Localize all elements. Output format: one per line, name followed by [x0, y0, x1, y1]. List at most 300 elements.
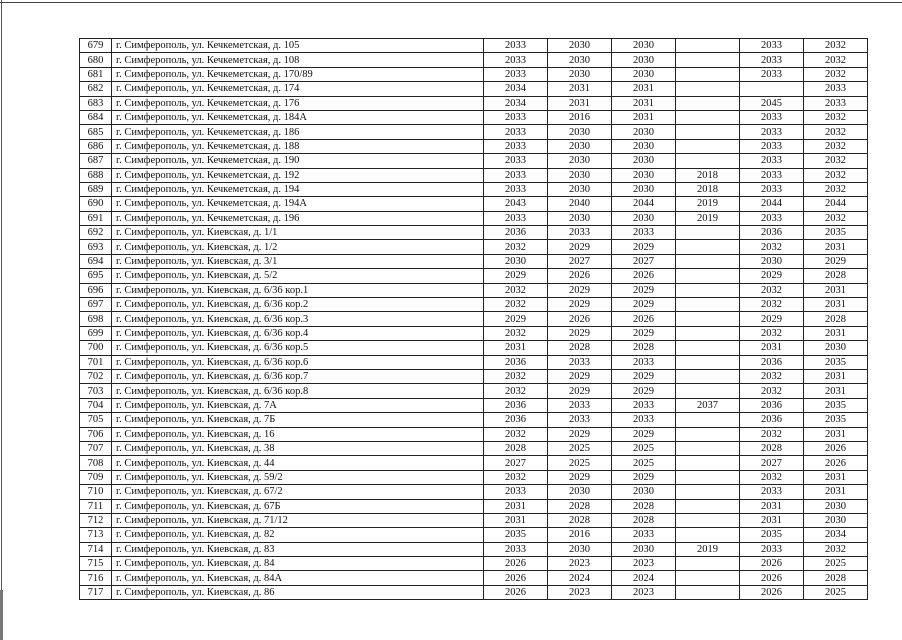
year-cell-2: 2031: [548, 82, 612, 96]
year-cell-2: 2031: [548, 96, 612, 110]
year-cell-5: 2032: [740, 369, 804, 383]
table-row: [80, 110, 868, 124]
year-cell-6: 2031: [804, 427, 868, 441]
year-cell-2: 2025: [548, 441, 612, 455]
year-cell-1: 2033: [484, 125, 548, 139]
year-cell-6: 2032: [804, 53, 868, 67]
year-cell-3: 2029: [612, 384, 676, 398]
year-cell-1: 2032: [484, 427, 548, 441]
address-cell: г. Симферополь, ул. Киевская, д. 6/36 кор.8: [112, 384, 484, 398]
year-cell-5: 2031: [740, 513, 804, 527]
row-number: 715: [80, 557, 112, 571]
address-cell: г. Симферополь, ул. Киевская, д. 82: [112, 528, 484, 542]
year-cell-6: 2030: [804, 499, 868, 513]
address-cell: г. Симферополь, ул. Киевская, д. 1/2: [112, 240, 484, 254]
year-cell-4: 2037: [676, 398, 740, 412]
year-cell-4: [676, 298, 740, 312]
year-cell-4: [676, 240, 740, 254]
year-cell-2: 2028: [548, 341, 612, 355]
year-cell-5: [740, 82, 804, 96]
row-number: 686: [80, 139, 112, 153]
year-cell-5: 2033: [740, 53, 804, 67]
address-cell: г. Симферополь, ул. Киевская, д. 1/1: [112, 226, 484, 240]
year-cell-6: 2035: [804, 398, 868, 412]
year-cell-3: 2030: [612, 53, 676, 67]
year-cell-2: 2030: [548, 182, 612, 196]
year-cell-5: 2033: [740, 139, 804, 153]
address-cell: г. Симферополь, ул. Киевская, д. 16: [112, 427, 484, 441]
year-cell-3: 2044: [612, 197, 676, 211]
year-cell-4: [676, 413, 740, 427]
address-cell: г. Симферополь, ул. Кечкеметская, д. 188: [112, 139, 484, 153]
year-cell-3: 2033: [612, 398, 676, 412]
year-cell-4: [676, 355, 740, 369]
address-cell: г. Симферополь, ул. Кечкеметская, д. 194: [112, 182, 484, 196]
year-cell-2: 2029: [548, 384, 612, 398]
year-cell-6: 2044: [804, 197, 868, 211]
year-cell-3: 2031: [612, 82, 676, 96]
table-body: [80, 39, 868, 600]
year-cell-1: 2032: [484, 384, 548, 398]
year-cell-1: 2032: [484, 298, 548, 312]
table-row: [80, 341, 868, 355]
row-number: 692: [80, 226, 112, 240]
table-row: [80, 211, 868, 225]
year-cell-5: 2032: [740, 240, 804, 254]
year-cell-6: 2032: [804, 168, 868, 182]
year-cell-5: 2036: [740, 355, 804, 369]
table-row: [80, 53, 868, 67]
year-cell-3: 2028: [612, 499, 676, 513]
year-cell-4: [676, 499, 740, 513]
year-cell-1: 2033: [484, 485, 548, 499]
row-number: 710: [80, 485, 112, 499]
year-cell-5: 2026: [740, 557, 804, 571]
year-cell-1: 2026: [484, 585, 548, 599]
year-cell-2: 2033: [548, 226, 612, 240]
row-number: 687: [80, 154, 112, 168]
year-cell-5: 2045: [740, 96, 804, 110]
address-cell: г. Симферополь, ул. Кечкеметская, д. 108: [112, 53, 484, 67]
row-number: 694: [80, 254, 112, 268]
year-cell-6: 2025: [804, 585, 868, 599]
year-cell-5: 2036: [740, 413, 804, 427]
year-cell-6: 2032: [804, 154, 868, 168]
year-cell-4: [676, 369, 740, 383]
year-cell-2: 2030: [548, 168, 612, 182]
year-cell-5: 2036: [740, 226, 804, 240]
year-cell-3: 2030: [612, 39, 676, 53]
year-cell-5: 2030: [740, 254, 804, 268]
table-row: [80, 312, 868, 326]
year-cell-2: 2028: [548, 499, 612, 513]
year-cell-4: [676, 470, 740, 484]
year-cell-6: 2032: [804, 67, 868, 81]
year-cell-5: 2033: [740, 182, 804, 196]
year-cell-3: 2029: [612, 369, 676, 383]
year-cell-6: 2028: [804, 571, 868, 585]
year-cell-3: 2030: [612, 67, 676, 81]
table-row: [80, 499, 868, 513]
year-cell-5: 2033: [740, 168, 804, 182]
address-cell: г. Симферополь, ул. Киевская, д. 6/36 кор.3: [112, 312, 484, 326]
row-number: 682: [80, 82, 112, 96]
year-cell-6: 2032: [804, 542, 868, 556]
address-cell: г. Симферополь, ул. Киевская, д. 6/36 кор.6: [112, 355, 484, 369]
row-number: 688: [80, 168, 112, 182]
year-cell-5: 2035: [740, 528, 804, 542]
year-cell-3: 2026: [612, 312, 676, 326]
year-cell-1: 2032: [484, 240, 548, 254]
row-number: 684: [80, 110, 112, 124]
year-cell-2: 2028: [548, 513, 612, 527]
table-row: [80, 456, 868, 470]
year-cell-3: 2023: [612, 557, 676, 571]
row-number: 685: [80, 125, 112, 139]
year-cell-1: 2033: [484, 182, 548, 196]
year-cell-1: 2043: [484, 197, 548, 211]
year-cell-2: 2030: [548, 125, 612, 139]
year-cell-3: 2030: [612, 182, 676, 196]
table-row: [80, 384, 868, 398]
year-cell-4: [676, 485, 740, 499]
year-cell-1: 2031: [484, 513, 548, 527]
row-number: 697: [80, 298, 112, 312]
year-cell-5: 2032: [740, 326, 804, 340]
year-cell-5: 2033: [740, 154, 804, 168]
table-row: [80, 369, 868, 383]
year-cell-4: 2018: [676, 168, 740, 182]
year-cell-1: 2028: [484, 441, 548, 455]
year-cell-2: 2023: [548, 585, 612, 599]
year-cell-2: 2029: [548, 298, 612, 312]
year-cell-5: 2033: [740, 125, 804, 139]
row-number: 689: [80, 182, 112, 196]
year-cell-5: 2033: [740, 485, 804, 499]
year-cell-1: 2033: [484, 211, 548, 225]
year-cell-5: 2028: [740, 441, 804, 455]
row-number: 712: [80, 513, 112, 527]
year-cell-4: [676, 226, 740, 240]
year-cell-2: 2029: [548, 326, 612, 340]
row-number: 701: [80, 355, 112, 369]
row-number: 693: [80, 240, 112, 254]
year-cell-1: 2031: [484, 341, 548, 355]
year-cell-4: [676, 125, 740, 139]
year-cell-4: [676, 254, 740, 268]
year-cell-2: 2030: [548, 67, 612, 81]
year-cell-1: 2026: [484, 557, 548, 571]
table-row: [80, 355, 868, 369]
year-cell-6: 2035: [804, 355, 868, 369]
year-cell-4: [676, 67, 740, 81]
year-cell-3: 2030: [612, 485, 676, 499]
table-row: [80, 82, 868, 96]
year-cell-6: 2031: [804, 369, 868, 383]
year-cell-6: 2028: [804, 312, 868, 326]
year-cell-4: [676, 571, 740, 585]
year-cell-4: 2019: [676, 197, 740, 211]
year-cell-4: [676, 82, 740, 96]
address-cell: г. Симферополь, ул. Киевская, д. 6/36 кор.4: [112, 326, 484, 340]
year-cell-1: 2036: [484, 398, 548, 412]
address-cell: г. Симферополь, ул. Киевская, д. 44: [112, 456, 484, 470]
address-cell: г. Симферополь, ул. Киевская, д. 71/12: [112, 513, 484, 527]
year-cell-3: 2030: [612, 154, 676, 168]
year-cell-2: 2040: [548, 197, 612, 211]
table-row: [80, 557, 868, 571]
table-row: [80, 154, 868, 168]
year-cell-4: 2019: [676, 542, 740, 556]
table-row: [80, 398, 868, 412]
year-cell-1: 2033: [484, 154, 548, 168]
year-cell-6: 2030: [804, 341, 868, 355]
row-number: 717: [80, 585, 112, 599]
year-cell-4: [676, 312, 740, 326]
year-cell-3: 2029: [612, 240, 676, 254]
address-cell: г. Симферополь, ул. Киевская, д. 5/2: [112, 269, 484, 283]
year-cell-6: 2034: [804, 528, 868, 542]
address-cell: г. Симферополь, ул. Киевская, д. 84А: [112, 571, 484, 585]
year-cell-3: 2029: [612, 326, 676, 340]
year-cell-6: 2025: [804, 557, 868, 571]
year-cell-2: 2030: [548, 485, 612, 499]
year-cell-5: 2032: [740, 283, 804, 297]
year-cell-4: [676, 283, 740, 297]
year-cell-2: 2033: [548, 398, 612, 412]
year-cell-4: [676, 585, 740, 599]
year-cell-2: 2033: [548, 413, 612, 427]
year-cell-6: 2028: [804, 269, 868, 283]
year-cell-5: 2032: [740, 427, 804, 441]
scan-edge-shadow: [0, 590, 3, 640]
year-cell-6: 2031: [804, 298, 868, 312]
address-cell: г. Симферополь, ул. Киевская, д. 3/1: [112, 254, 484, 268]
year-cell-1: 2029: [484, 312, 548, 326]
year-cell-3: 2033: [612, 355, 676, 369]
year-cell-3: 2028: [612, 513, 676, 527]
year-cell-2: 2030: [548, 154, 612, 168]
address-cell: г. Симферополь, ул. Кечкеметская, д. 186: [112, 125, 484, 139]
year-cell-2: 2030: [548, 542, 612, 556]
table-row: [80, 485, 868, 499]
year-cell-1: 2036: [484, 413, 548, 427]
year-cell-6: 2035: [804, 413, 868, 427]
year-cell-3: 2033: [612, 528, 676, 542]
row-number: 680: [80, 53, 112, 67]
year-cell-3: 2029: [612, 283, 676, 297]
address-cell: г. Симферополь, ул. Киевская, д. 7А: [112, 398, 484, 412]
year-cell-5: 2032: [740, 384, 804, 398]
year-cell-3: 2026: [612, 269, 676, 283]
row-number: 716: [80, 571, 112, 585]
year-cell-6: 2033: [804, 96, 868, 110]
year-cell-3: 2031: [612, 110, 676, 124]
year-cell-6: 2031: [804, 384, 868, 398]
year-cell-4: [676, 326, 740, 340]
year-cell-1: 2032: [484, 369, 548, 383]
table-row: [80, 96, 868, 110]
row-number: 706: [80, 427, 112, 441]
year-cell-5: 2032: [740, 470, 804, 484]
table-row: [80, 226, 868, 240]
address-cell: г. Симферополь, ул. Киевская, д. 67/2: [112, 485, 484, 499]
table-row: [80, 197, 868, 211]
year-cell-1: 2033: [484, 168, 548, 182]
year-cell-2: 2024: [548, 571, 612, 585]
year-cell-5: 2033: [740, 39, 804, 53]
table-row: [80, 254, 868, 268]
address-cell: г. Симферополь, ул. Кечкеметская, д. 196: [112, 211, 484, 225]
year-cell-6: 2033: [804, 82, 868, 96]
year-cell-2: 2030: [548, 139, 612, 153]
year-cell-6: 2032: [804, 110, 868, 124]
year-cell-2: 2030: [548, 53, 612, 67]
table-row: [80, 182, 868, 196]
year-cell-2: 2025: [548, 456, 612, 470]
year-cell-5: 2026: [740, 585, 804, 599]
row-number: 679: [80, 39, 112, 53]
year-cell-3: 2030: [612, 168, 676, 182]
year-cell-6: 2032: [804, 211, 868, 225]
address-cell: г. Симферополь, ул. Кечкеметская, д. 170/89: [112, 67, 484, 81]
table-row: [80, 413, 868, 427]
year-cell-6: 2032: [804, 139, 868, 153]
year-cell-2: 2030: [548, 211, 612, 225]
row-number: 711: [80, 499, 112, 513]
year-cell-5: 2027: [740, 456, 804, 470]
table-row: [80, 513, 868, 527]
row-number: 707: [80, 441, 112, 455]
row-number: 713: [80, 528, 112, 542]
row-number: 700: [80, 341, 112, 355]
row-number: 681: [80, 67, 112, 81]
table-row: [80, 542, 868, 556]
year-cell-3: 2029: [612, 298, 676, 312]
table-row: [80, 240, 868, 254]
table-row: [80, 67, 868, 81]
row-number: 704: [80, 398, 112, 412]
table-row: [80, 585, 868, 599]
year-cell-5: 2029: [740, 312, 804, 326]
table-row: [80, 470, 868, 484]
year-cell-3: 2023: [612, 585, 676, 599]
table-row: [80, 427, 868, 441]
year-cell-5: 2033: [740, 211, 804, 225]
year-cell-2: 2027: [548, 254, 612, 268]
year-cell-6: 2032: [804, 182, 868, 196]
row-number: 683: [80, 96, 112, 110]
year-cell-4: 2019: [676, 211, 740, 225]
year-cell-1: 2033: [484, 67, 548, 81]
year-cell-3: 2029: [612, 427, 676, 441]
table-row: [80, 269, 868, 283]
row-number: 705: [80, 413, 112, 427]
year-cell-1: 2034: [484, 96, 548, 110]
row-number: 708: [80, 456, 112, 470]
row-number: 690: [80, 197, 112, 211]
year-cell-2: 2029: [548, 240, 612, 254]
year-cell-3: 2030: [612, 139, 676, 153]
year-cell-6: 2031: [804, 283, 868, 297]
table-row: [80, 139, 868, 153]
year-cell-1: 2033: [484, 39, 548, 53]
year-cell-6: 2031: [804, 326, 868, 340]
year-cell-1: 2026: [484, 571, 548, 585]
year-cell-2: 2033: [548, 355, 612, 369]
year-cell-6: 2026: [804, 456, 868, 470]
address-cell: г. Симферополь, ул. Киевская, д. 6/36 кор.5: [112, 341, 484, 355]
year-cell-3: 2033: [612, 226, 676, 240]
table-row: [80, 571, 868, 585]
row-number: 696: [80, 283, 112, 297]
year-cell-2: 2029: [548, 369, 612, 383]
year-cell-1: 2033: [484, 139, 548, 153]
year-cell-1: 2030: [484, 254, 548, 268]
year-cell-2: 2030: [548, 39, 612, 53]
year-cell-1: 2033: [484, 53, 548, 67]
year-cell-5: 2036: [740, 398, 804, 412]
year-cell-3: 2031: [612, 96, 676, 110]
year-cell-4: [676, 427, 740, 441]
year-cell-4: [676, 513, 740, 527]
year-cell-3: 2025: [612, 441, 676, 455]
year-cell-4: [676, 110, 740, 124]
table-row: [80, 326, 868, 340]
year-cell-6: 2026: [804, 441, 868, 455]
year-cell-5: 2031: [740, 341, 804, 355]
year-cell-4: [676, 154, 740, 168]
year-cell-4: [676, 53, 740, 67]
address-cell: г. Симферополь, ул. Кечкеметская, д. 105: [112, 39, 484, 53]
year-cell-5: 2044: [740, 197, 804, 211]
address-cell: г. Симферополь, ул. Киевская, д. 6/36 кор.7: [112, 369, 484, 383]
year-cell-1: 2036: [484, 355, 548, 369]
year-cell-6: 2032: [804, 125, 868, 139]
year-cell-2: 2029: [548, 427, 612, 441]
address-cell: г. Симферополь, ул. Кечкеметская, д. 192: [112, 168, 484, 182]
year-cell-3: 2030: [612, 125, 676, 139]
year-cell-5: 2031: [740, 499, 804, 513]
year-cell-6: 2030: [804, 513, 868, 527]
year-cell-4: [676, 456, 740, 470]
year-cell-4: [676, 139, 740, 153]
year-cell-2: 2016: [548, 110, 612, 124]
year-cell-1: 2029: [484, 269, 548, 283]
scan-left-edge: [1, 0, 2, 640]
year-cell-3: 2030: [612, 211, 676, 225]
year-cell-5: 2026: [740, 571, 804, 585]
row-number: 698: [80, 312, 112, 326]
address-cell: г. Симферополь, ул. Кечкеметская, д. 176: [112, 96, 484, 110]
address-cell: г. Симферополь, ул. Кечкеметская, д. 194А: [112, 197, 484, 211]
address-cell: г. Симферополь, ул. Киевская, д. 86: [112, 585, 484, 599]
table-row: [80, 441, 868, 455]
scan-top-rule: [0, 2, 902, 3]
year-cell-4: [676, 341, 740, 355]
table-row: [80, 168, 868, 182]
year-cell-4: [676, 441, 740, 455]
row-number: 691: [80, 211, 112, 225]
row-number: 699: [80, 326, 112, 340]
address-cell: г. Симферополь, ул. Кечкеметская, д. 190: [112, 154, 484, 168]
year-cell-4: [676, 39, 740, 53]
table-row: [80, 39, 868, 53]
year-cell-2: 2026: [548, 312, 612, 326]
table-row: [80, 283, 868, 297]
year-cell-3: 2027: [612, 254, 676, 268]
year-cell-2: 2026: [548, 269, 612, 283]
